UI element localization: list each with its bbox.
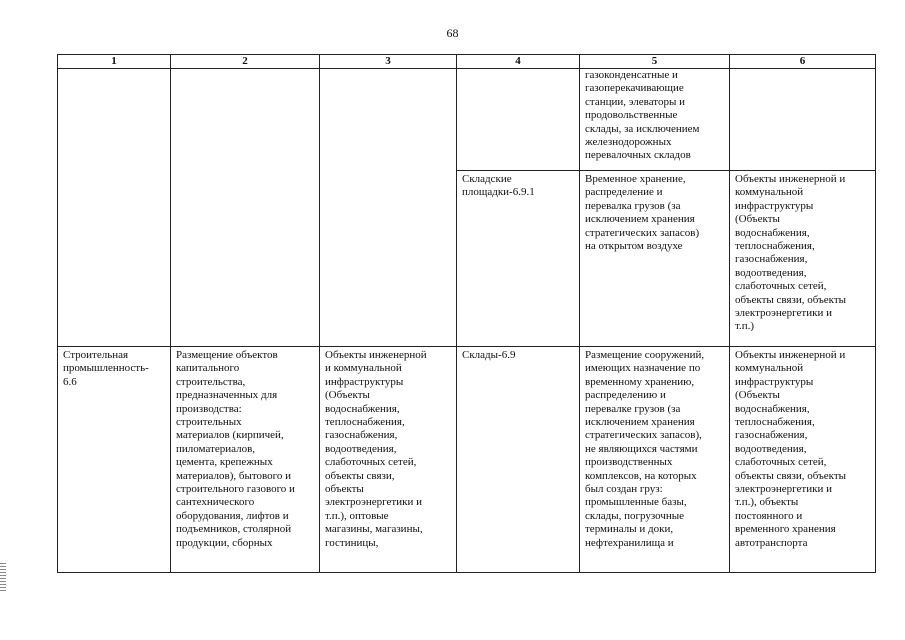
- table-cell: [171, 347, 320, 573]
- table-cell: [580, 69, 730, 171]
- column-header-1: 1: [58, 55, 171, 69]
- cell-text: Размещение объектов капитального строительства, предназначенных для производства: строительных материалов (кирпичей, пиломатериалов, цемента, крепежных материалов), бытового и строительного газового и сантехнического оборудования, лифтов и подъемников, столярной продукции, сборных: [176, 349, 295, 549]
- cell-text: Склады-6.9: [462, 349, 516, 361]
- table-cell: [580, 171, 730, 347]
- table-row-continuation: [58, 69, 876, 171]
- table-cell: [171, 69, 320, 347]
- table-row-construction-industry: [58, 347, 876, 573]
- table-cell: [580, 347, 730, 573]
- cell-text: Объекты инженерной и коммунальной инфраструктуры (Объекты водоснабжения, теплоснабжения, газоснабжения, водоотведения, слаботочных сетей, объекты связи, объекты электроэнергетики и т.п.), оптовые магазины, магазины, гостиницы,: [325, 349, 427, 549]
- column-header-6: 6: [730, 55, 876, 69]
- table-cell: [730, 69, 876, 171]
- table-cell: [320, 69, 457, 347]
- table-cell: [58, 69, 171, 347]
- cell-text: газоконденсатные и газоперекачивающие станции, элеваторы и продовольственные склады, за исключением железнодорожных перевалочных складов: [585, 69, 700, 162]
- cell-text: Объекты инженерной и коммунальной инфраструктуры (Объекты водоснабжения, теплоснабжения, газоснабжения, водоотведения, слаботочных сетей, объекты связи, объекты электроэнергетики и т.п.), объекты постоянного и временного хранения автотранспорта: [735, 349, 847, 549]
- page-number: 68: [446, 26, 459, 40]
- table-cell: [457, 69, 580, 171]
- cell-text: Объекты инженерной и коммунальной инфраструктуры (Объекты водоснабжения, теплоснабжения, газоснабжения, водоотведения, слаботочных сетей, объекты связи, объекты электроэнергетики и т.п.): [735, 173, 847, 333]
- zoning-table: [57, 54, 876, 573]
- cell-text: Складские площадки-6.9.1: [462, 173, 535, 199]
- table-cell: [730, 171, 876, 347]
- column-header-5: 5: [580, 55, 730, 69]
- column-header-2: 2: [171, 55, 320, 69]
- table-cell: [730, 347, 876, 573]
- table-cell: [58, 347, 171, 573]
- table-cell: [457, 347, 580, 573]
- cell-text: Размещение сооружений, имеющих назначение по временному хранению, распределению и перевалке грузов (за исключением хранения стратегических запасов), не являющихся частями производственных комплексов, на которых был создан груз: промышленные базы, склады, погрузочные терминалы и доки, нефтехранилища и: [585, 349, 705, 549]
- column-header-3: 3: [320, 55, 457, 69]
- table-cell: [457, 171, 580, 347]
- cell-text: Строительная промышленность- 6.6: [63, 349, 149, 388]
- column-header-4: 4: [457, 55, 580, 69]
- scan-margin-mark: [0, 563, 6, 593]
- table-header-row: [58, 55, 876, 69]
- table-cell: [320, 347, 457, 573]
- cell-text: Временное хранение, распределение и перевалка грузов (за исключением хранения стратегических запасов) на открытом воздухе: [585, 173, 700, 253]
